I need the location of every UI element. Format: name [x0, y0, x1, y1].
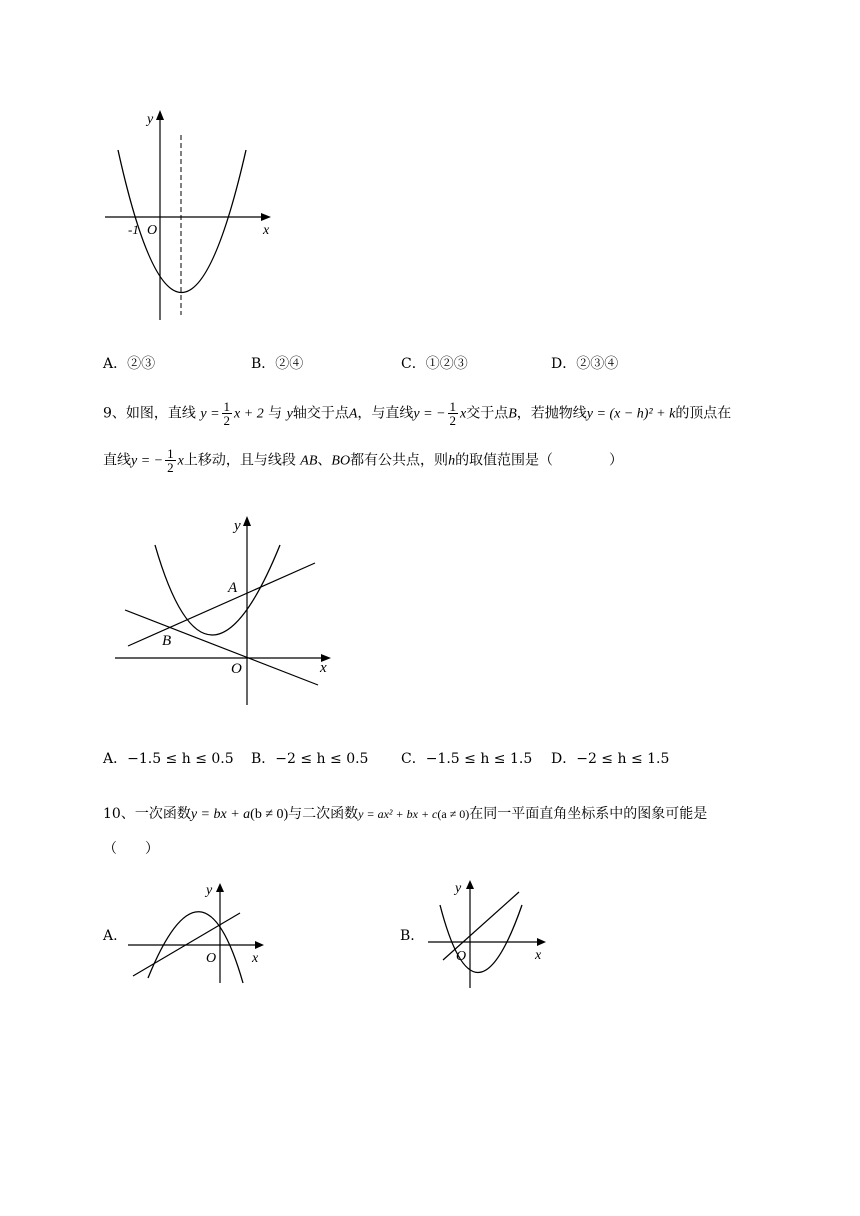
q9-point-a-label: A: [228, 580, 238, 596]
q9-parabola: [155, 545, 280, 635]
q9-line-bo: [125, 610, 318, 685]
q9-origin-label: O: [231, 661, 242, 677]
q8-option-a[interactable]: A．②③: [103, 356, 156, 372]
q9-point-b-label: B: [162, 633, 172, 649]
q10a-y-label: y: [206, 883, 213, 898]
q9-option-a[interactable]: A．−1.5 ≤ h ≤ 0.5: [103, 751, 234, 767]
q10-line-1: 10、一次函数y = bx + a(b ≠ 0)与二次函数y = ax² + bx + c(a ≠ 0)在同一平面直角坐标系中的图象可能是: [103, 806, 708, 822]
q9-fraction-half: $\frac{1}{2}$: [223, 399, 231, 428]
q10-paren: （ ）: [103, 841, 159, 857]
q8-option-d[interactable]: D．②③④: [551, 356, 619, 372]
q10-option-a-label[interactable]: A.: [103, 928, 118, 944]
q9-graph: [110, 510, 340, 710]
q8-x-label: x: [263, 223, 270, 238]
q9-option-b[interactable]: B．−2 ≤ h ≤ 0.5: [251, 751, 369, 767]
q10a-y-arrow: [216, 883, 224, 892]
q10b-x-label: x: [535, 948, 542, 963]
q9-option-d[interactable]: D．−2 ≤ h ≤ 1.5: [551, 751, 670, 767]
q9-y-arrow: [243, 516, 251, 526]
q8-option-c[interactable]: C．①②③: [401, 356, 468, 372]
q8-option-b[interactable]: B．②④: [251, 356, 304, 372]
q10-number: 10、: [103, 806, 135, 822]
q8-origin-label: O: [147, 223, 158, 238]
q10a-x-arrow: [255, 941, 264, 949]
q10-option-b-graph[interactable]: [425, 875, 555, 993]
q10b-y-label: y: [455, 881, 462, 896]
q8-y-label: y: [147, 112, 154, 127]
q10-option-b-label[interactable]: B.: [400, 928, 415, 944]
q10a-parabola: [148, 912, 243, 983]
q8-y-arrow: [156, 110, 164, 120]
q10b-origin-label: O: [456, 949, 467, 964]
q8-parabola-graph: [100, 105, 280, 330]
q8-x-arrow: [261, 213, 271, 221]
q10-option-a-graph[interactable]: [128, 878, 268, 988]
q8-neg1-label: -1: [128, 222, 139, 237]
q10b-y-arrow: [466, 880, 474, 889]
q10a-origin-label: O: [206, 951, 217, 966]
q10b-parabola: [440, 905, 522, 973]
q9-y-label: y: [234, 518, 241, 534]
q9-option-c[interactable]: C．−1.5 ≤ h ≤ 1.5: [401, 751, 533, 767]
q10a-x-label: x: [252, 951, 259, 966]
q10b-x-arrow: [537, 938, 546, 946]
q10b-line: [443, 892, 519, 960]
q9-line-1: 9、如图，直线 y = $\frac{1}{2}$ x + 2 与 y轴交于点A，与直线y = − $\frac{1}{2}$ x交于点B，若抛物线y = (x − h)² + k的顶点在: [103, 399, 732, 428]
q9-x-label: x: [320, 660, 327, 676]
q9-number: 9、: [103, 405, 126, 422]
q9-line-2: 直线y = − $\frac{1}{2}$ x上移动，且与线段 AB、BO都有公共点，则h的取值范围是（ ）: [103, 446, 624, 475]
